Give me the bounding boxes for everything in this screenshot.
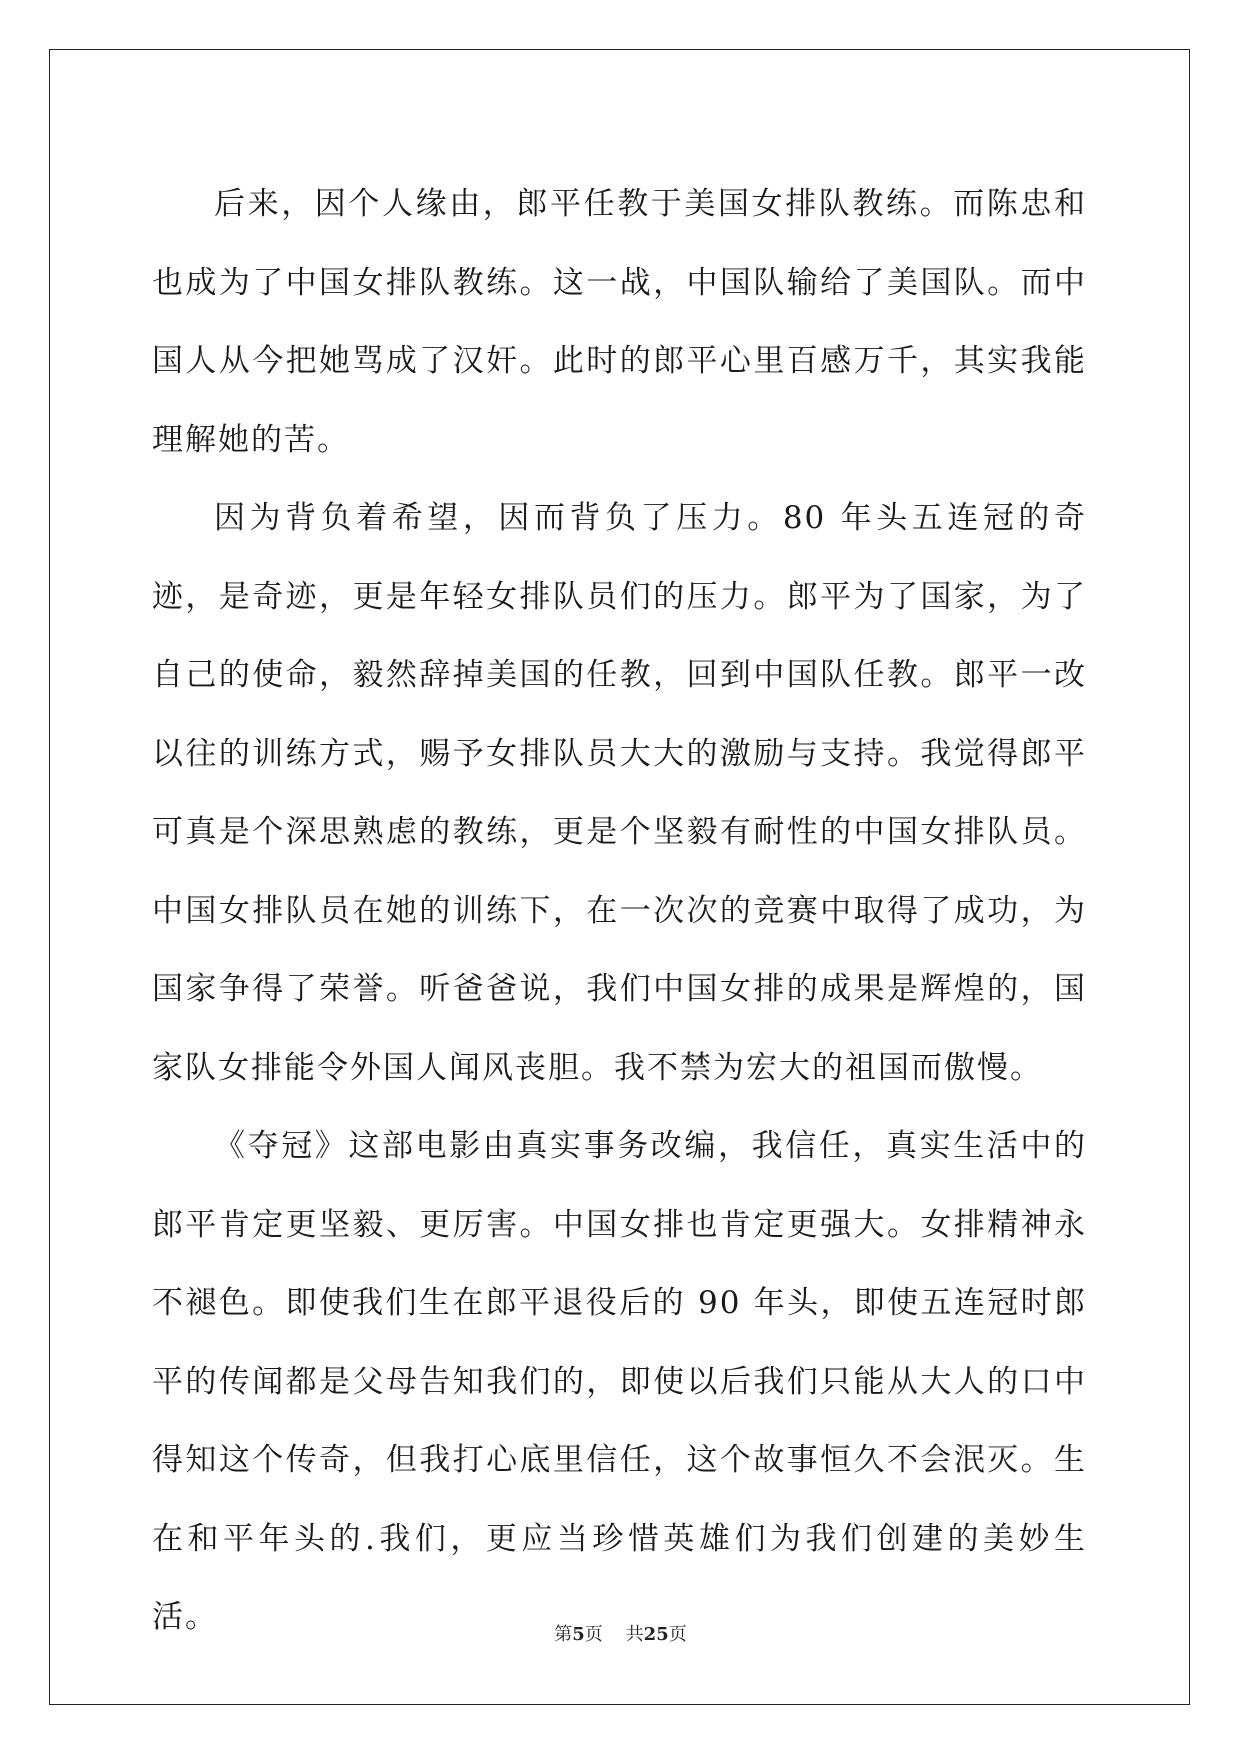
page-footer <box>0 1620 1241 1646</box>
document-body <box>152 165 1087 1657</box>
paragraph-1: 后来，因个人缘由，郎平任教于美国女排队教练。而陈忠和也成为了中国女排队教练。这一战，中国队输给了美国队。而中国人从今把她骂成了汉奸。此时的郎平心里百感万千，其实我能理解她的苦。 <box>152 186 1087 458</box>
total-pages: 25 <box>643 1624 669 1645</box>
page-number: 5 <box>572 1624 585 1645</box>
paragraph-3: 《夺冠》这部电影由真实事务改编，我信任，真实生活中的郎平肯定更坚毅、更厉害。中国女排也肯定更强大。女排精神永不褪色。即使我们生在郎平退役后的 90 年头，即使五连冠时郎平的传闻都是父母告知我们的，即使以后我们只能从大人的口中得知这个传奇，但我打心底里信任，这个故事恒久不会泯灭。生在和平年头的.我们，更应当珍惜英雄们为我们创建的美妙生活。 <box>152 1128 1087 1635</box>
total-prefix: 共 <box>625 1624 644 1645</box>
total-suffix: 页 <box>668 1624 687 1645</box>
paragraph-2: 因为背负着希望，因而背负了压力。80 年头五连冠的奇迹，是奇迹，更是年轻女排队员们的压力。郎平为了国家，为了自己的使命，毅然辞掉美国的任教，回到中国队任教。郎平一改以往的训练方式，赐予女排队员大大的激励与支持。我觉得郎平可真是个深思熟虑的教练，更是个坚毅有耐性的中国女排队员。中国女排队员在她的训练下，在一次次的竞赛中取得了成功，为国家争得了荣誉。听爸爸说，我们中国女排的成果是辉煌的，国家队女排能令外国人闻风丧胆。我不禁为宏大的祖国而傲慢。 <box>152 500 1087 1086</box>
page-suffix: 页 <box>584 1624 603 1645</box>
page-prefix: 第 <box>554 1624 573 1645</box>
